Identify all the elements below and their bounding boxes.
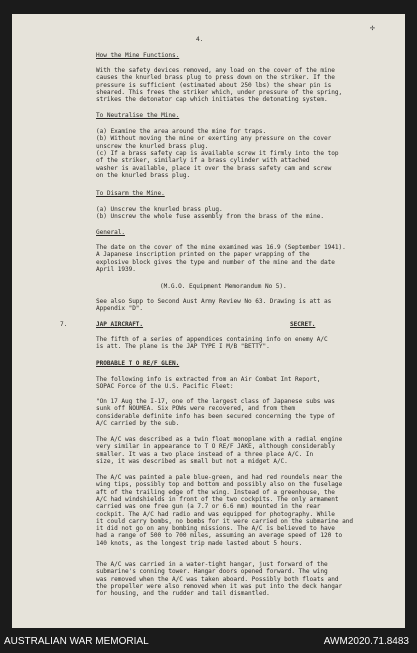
heading-general: General. xyxy=(96,229,125,236)
text-line: A/C had windshields in front of the two cockpits. The only armament xyxy=(96,495,339,503)
heading-disarm: To Disarm the Mine. xyxy=(96,190,165,197)
text-line: considerable definite info has been secured concerning the type of xyxy=(96,412,335,420)
text-line: The following info is extracted from an Air Combat Int Report, xyxy=(96,376,321,383)
margin-number: 7. xyxy=(60,321,68,328)
archive-footer xyxy=(0,630,417,653)
text-line: (b) Unscrew the whole fuse assembly from the brass of the mine. xyxy=(96,213,324,221)
text-line: A/C carried by the sub. xyxy=(96,419,180,427)
text-line: pressure is sufficient (estimated about 250 lbs) the shear pin is xyxy=(96,81,332,89)
heading-jap-aircraft: JAP AIRCRAFT. xyxy=(96,321,144,328)
text-line: very similar in appearance to T O RE/F JAKE, although considerably xyxy=(96,443,335,451)
text-line: With the safety devices removed, any load on the cover of the mine xyxy=(96,67,335,74)
text-line: of the striker, similarly if a brass cylinder with attached xyxy=(96,157,310,165)
text-line: April 1939. xyxy=(96,265,136,273)
corner-mark: ✢ xyxy=(370,23,375,32)
text-line: had a range of 500 to 700 miles, assuming an average speed of 120 to xyxy=(96,532,343,540)
text-line: See also Supp to Second Aust Army Review No 63. Drawing is att as xyxy=(96,298,332,305)
text-line: the propeller were also removed when it was put into the deck hangar xyxy=(96,582,343,590)
text-line: (a) Examine the area around the mine for traps. xyxy=(96,128,267,135)
text-line: causes the knurled brass plug to press down on the striker. If the xyxy=(96,74,335,82)
ref-memorandum: (M.G.O. Equipment Memorandum No 5). xyxy=(160,283,287,290)
text-line: wing tips, possibly top and bottom and possibly also on the fuselage xyxy=(96,481,343,489)
text-line: (c) If a brass safety cap is available screw it firmly into the top xyxy=(96,149,339,157)
text-line: Appendix "D". xyxy=(96,305,144,313)
page-number: 4. xyxy=(196,36,204,43)
text-line: (b) Without moving the mine or exerting any pressure on the cover xyxy=(96,135,332,143)
text-line: carried was one free gun (a 7.7 or 6.6 mm) mounted in the rear xyxy=(96,503,321,511)
text-line: it could carry bombs, no bombs for it were carried on the submarine and xyxy=(96,517,353,525)
text-line: sheared. This frees the striker which, under pressure of the spring, xyxy=(96,88,343,96)
text-line: The A/C was painted a pale blue-green, and had red roundels near the xyxy=(96,474,343,481)
document-page xyxy=(12,14,405,628)
text-line: A Japanese inscription printed on the paper wrapping of the xyxy=(96,251,310,259)
text-line: (a) Unscrew the knurled brass plug. xyxy=(96,206,223,213)
text-line: was removed when the A/C was taken aboard. Possibly both floats and xyxy=(96,575,339,583)
footer-accession-number: AWM2020.71.8483 xyxy=(323,636,409,647)
text-line: unscrew the knurled brass plug. xyxy=(96,142,209,150)
text-line: washer is available, place it over the brass safety cam and screw xyxy=(96,164,332,172)
text-line: it did not go on any bombing missions. The A/C is believed to have xyxy=(96,525,335,533)
classification-secret: SECRET. xyxy=(290,321,316,328)
text-line: is att. The plane is the JAP TYPE I M/B "BETTY". xyxy=(96,343,270,351)
heading-how-mine-functions: How the Mine Functions. xyxy=(96,52,180,59)
text-line: SOPAC Force of the U.S. Pacific Fleet: xyxy=(96,383,234,391)
typed-text-body xyxy=(12,14,405,628)
footer-institution: AUSTRALIAN WAR MEMORIAL xyxy=(4,636,149,647)
text-line: cockpit. The A/C had radio and was equipped for photography. While xyxy=(96,510,335,518)
text-line: The date on the cover of the mine examined was 16.9 (September 1941). xyxy=(96,244,346,251)
text-line: The A/C was carried in a water-tight hangar, just forward of the xyxy=(96,561,328,568)
text-line: for housing, and the rudder and tail dismantled. xyxy=(96,590,270,598)
text-line: strikes the detonator cap which initiates the detonating system. xyxy=(96,96,328,104)
text-line: The fifth of a series of appendices containing info on enemy A/C xyxy=(96,336,328,343)
text-line: aft of the trailing edge of the wing. Instead of a greenhouse, the xyxy=(96,488,335,496)
text-line: "On 17 Aug the I-17, one of the largest class of Japanese subs was xyxy=(96,398,335,405)
text-line: on the knurled brass plug. xyxy=(96,171,191,179)
text-line: size, it was described as small but not a midget A/C. xyxy=(96,457,288,465)
heading-neutralise: To Neutralise the Mine. xyxy=(96,112,180,119)
text-line: sunk off NOUMEA. Six POWs were recovered, and from them xyxy=(96,405,296,413)
heading-probable-glen: PROBABLE T O RE/F GLEN. xyxy=(96,360,180,367)
text-line: explosive block gives the type and number of the mine and the date xyxy=(96,258,335,266)
text-line: The A/C was described as a twin float monoplane with a radial engine xyxy=(96,436,343,443)
text-line: smaller. It was a two place instead of a three place A/C. In xyxy=(96,450,314,458)
text-line: submarine's conning tower. Hangar doors opened forward. The wing xyxy=(96,568,328,576)
text-line: 140 knots, as the longest trip made lasted about 5 hours. xyxy=(96,539,303,547)
